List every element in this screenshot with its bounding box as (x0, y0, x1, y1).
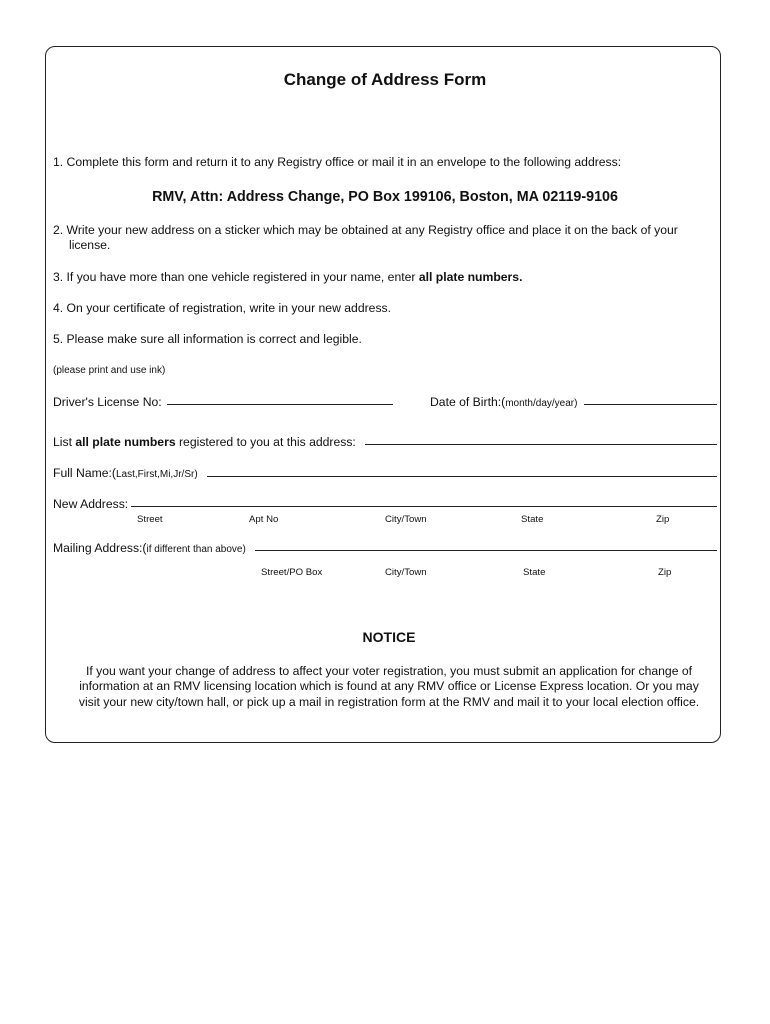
mailing-address-field[interactable] (255, 550, 717, 551)
drivers-license-field[interactable] (167, 404, 393, 405)
full-name-hint: Last,First,Mi,Jr/Sr) (115, 469, 198, 480)
dob-hint: month/day/year) (505, 398, 578, 409)
instruction-2-line1: 2. Write your new address on a sticker which may be obtained at any Registry office and place it on the back of your (53, 223, 678, 237)
mailing-address-label-text: Mailing Address:( (53, 541, 147, 555)
new-address-apt-caption: Apt No (249, 514, 279, 525)
instruction-1: 1. Complete this form and return it to any Registry office or mail it in an envelope to the following address: (53, 155, 622, 169)
instruction-2-line2: license. (69, 238, 111, 252)
plates-label (53, 435, 356, 449)
dob-field[interactable] (584, 404, 717, 405)
new-address-label: New Address: (53, 497, 129, 511)
instruction-4: 4. On your certificate of registration, write in your new address. (53, 301, 392, 315)
drivers-license-label: Driver's License No: (53, 395, 162, 409)
full-name-field[interactable] (207, 476, 717, 477)
plates-label-post: registered to you at this address: (175, 435, 356, 449)
new-address-city-caption: City/Town (385, 514, 427, 525)
new-address-street-caption: Street (137, 514, 163, 525)
plates-label-pre: List (53, 435, 76, 449)
mailing-city-caption: City/Town (385, 567, 427, 578)
plates-label-bold: all plate numbers (75, 435, 176, 449)
full-name-label (53, 466, 198, 480)
plates-field[interactable] (365, 444, 717, 445)
mailing-address-hint: if different than above) (146, 544, 246, 555)
mailing-address-rmv: RMV, Attn: Address Change, PO Box 199106, Boston, MA 02119-9106 (152, 189, 618, 205)
dob-label (430, 395, 577, 409)
mailing-state-caption: State (523, 567, 546, 578)
mailing-zip-caption: Zip (658, 567, 672, 578)
mailing-street-caption: Street/PO Box (261, 567, 323, 578)
new-address-state-caption: State (521, 514, 544, 525)
full-name-label-text: Full Name:( (53, 466, 116, 480)
instruction-3-text: 3. If you have more than one vehicle registered in your name, enter (53, 270, 419, 284)
notice-title: NOTICE (362, 629, 416, 645)
instruction-3 (53, 270, 522, 284)
form-title: Change of Address Form (283, 70, 487, 89)
new-address-zip-caption: Zip (656, 514, 670, 525)
notice-body: If you want your change of address to affect your voter registration, you must submit an application for change of information at an RMV licensing location which is found at any RMV office or License Express location. Or you may visit your new city/town hall, or pick up a mail in registration form at the RMV and mail it to your local election office. (78, 664, 700, 709)
instruction-3-bold: all plate numbers. (418, 270, 523, 284)
instruction-5: 5. Please make sure all information is correct and legible. (53, 332, 362, 346)
new-address-field[interactable] (131, 506, 717, 507)
mailing-address-label (53, 541, 246, 555)
dob-label-text: Date of Birth:( (430, 395, 506, 409)
print-note: (please print and use ink) (53, 365, 166, 376)
